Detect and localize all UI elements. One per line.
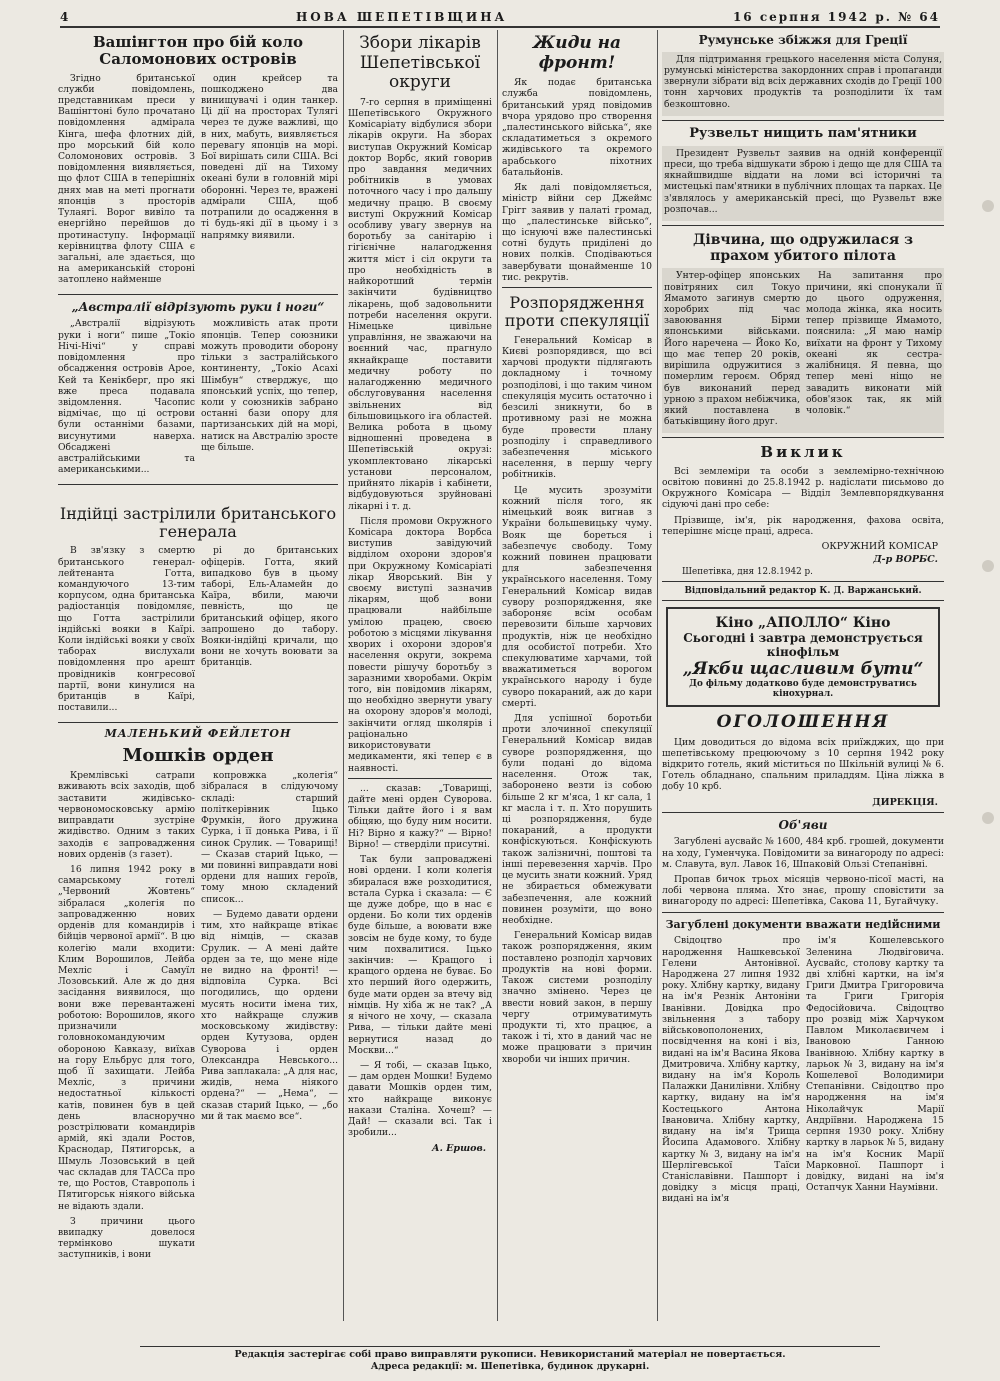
footer-line: Редакція застерігає собі право виправляти рукописи. Невикористаний матеріал не повертається. [234,1349,786,1361]
article-text: Загублені аусвайс № 1600, 484 крб. грошей, документи на ходу, Гуменчука. Повідомити за винагороду по адресі: м. Славута, вул. Лавок 16, Шпаковій Ользі Степанівні. [662,836,944,870]
punch-hole [982,560,994,572]
article-text: Кремлівські сатрапи вживають всіх заходів, щоб заставити жидівсько-червономосковську армію виправдати зустріне жидівство. Одним з таких заходів є запровадження нових орденів (з газет). [58,770,195,860]
cinema-ad [666,607,940,707]
ad-film-title: „Якби щасливим бути“ [682,658,924,679]
column-divider [343,30,344,1321]
article-text: ім'я Кошелевського Зеленина Людвіговича. Аусвайс, столову картку та дві хлібні картки, на ім'я Григи Дмитра Григоровича та Григи Григорія Федосійовича. Свідоцтво про розвід між Харчуком Павлом Миколаєвичем і Івановою Ганною Іванівною. Хлібну картку в ларьок № 3, видану на ім'я Кошелевої Володимири Степанівни. Свідоцтво про народження на ім'я Ніколайчук Марії Андріївни. Народжена 15 серпня 1930 року. Хлібну картку в ларьок № 5, видану на ім'я Косник Марії Марковної. Пашпорт і довідку, видані на ім'я Остапчук Ханни Наумівни. [806,935,944,1194]
article-text: На запитання про причини, які спонукали її до цього одруження, молода жінка, яка носить тепер прізвище Ямамото, пояснила: „Я маю намір виїхати на фронт у Тихому океані як сестра-жалібниця. Я певна, що тепер мені ніщо не завадить виконати мій обов'язок так, як мій чоловік.“ [806,270,942,416]
article-text: Цим доводиться до відома всіх приїжджих, що при шепетівському прецюючому з 10 серпня 1942 року відкрито готель, який міститься по Шкільній вулиці № 6. Готель обладнано, спальним приладдям. Ціна ліжка в добу 10 крб. [662,736,944,793]
article-title: Виклик [760,443,846,462]
footer-line: Адреса редакції: м. Шепетівка, будинок друкарні. [370,1361,650,1373]
article-text: Після промови Окружного Комісара доктора Ворбса виступив завідуючий відділом охорони здоров'я при Окружному Комісаріаті лікар Яворський. Він у своєму виступі зазначив лікарям, щоб вони працювали найбільше умілою працею, своєю роботою з місцями лікування хворих і охорони здоров'я населення округи, зокрема повести рішучу боротьбу з заразними хворобами. Окрім того, він повідомив лікарям, що необхідно звернути увагу на охорону здоров'я молоді, закінчити огляд школярів і раціонально використовувати медикаменти, які тепер є в наявності. [348,515,492,774]
column-4 [662,28,944,1209]
punch-hole [982,812,994,824]
article-text: Пропав бичок трьох місяців червоно-пісої масті, на лобі червона пляма. Хто знає, прошу сповістити за винагороду по адресі: Шепетівка, Сакова 11, Бугайчуку. [662,874,944,908]
section-title: ОГОЛОШЕННЯ [716,711,890,732]
article-text: 7-го серпня в приміщенні Шепетівського Окружного Комісаріату відбулися збори лікарів округи. На зборах виступав Окружний Комісар доктор Ворбс, який говорив про завдання медичних робітників в умовах поточного часу і про дальшу медичну працю. В своєму виступі Окружний Комісар особливу увагу звернув на боротьбу за санітарію і гігієнічне налагодження життя міст і сіл округи та про необхідність в найкоротший термін закінчити будівництво лікарень, щоб задовольнити потреби населення округи. Німецьке цивільне управління, не зважаючи на воєнний час, прагнуло якнайкраще поставити медичну роботу по налагодженню медичного обслуговування населення звільнених від більшовицького іга областей. Велика робота в цьому відношенні проведена в Шепетівській окрузі: укомплектовано лікарські установи персоналом, прийнято лікарів і кабінети, відбудовуються зруйновані лікарні і т. д. [348,96,492,512]
section-title: Загублені документи вважати недійсними [665,917,941,931]
article-text: Прізвище, ім'я, рік народження, фахова освіта, теперішнє місце праці, адреса. [662,514,944,537]
article-title: Збори лікарів Шепетівської округи [359,33,481,93]
column-divider [497,30,498,1321]
section-label: МАЛЕНЬКИЙ ФЕЙЛЕТОН [104,726,292,740]
article-title: Розпорядження проти спекуляції [504,293,650,331]
article-title: „Австралії відрізують руки і ноги“ [71,299,325,314]
column-3 [502,28,652,1069]
ad-line: Кіно „АПОЛЛО“ Кіно [715,614,891,631]
column-1 [58,28,338,1265]
signature-name: ДИРЕКЦІЯ. [872,796,938,808]
article-title: Румунське збіжжя для Греції [698,33,908,47]
article-text: Генеральний Комісар видав також розпорядження, яким поставлено розподіл харчових продуктів на нові форми. Також системи розподілу значно змінено. Через це ввести новий закон, в першу чергу отримуватимуть продукти ті, хто працює, а також і ті, хто в даний час не може працювати з причин хвороби чи інших причин. [502,930,652,1065]
page-number: 4 [60,10,71,24]
issue-date: 16 серпня 1942 р. № 64 [732,10,940,24]
article-text: Згідно британської служби повідомлень, представникам преси у Вашінгтоні було прочатано повідомлення адмірала Кінга, шефа флотних дій, про морський бій коло Соломонових островів. З повідомлення виявляється, що флот США в теперішніх днях мав на меті прогнати японців з просторів Тулаягі. Ворог вивіло та енергійно перейшов до протинаступу. Інформації керівництва флоту США є загальні, але здається, що на американській стороні затоплено найменше [58,72,195,286]
article-text: Президент Рузвельт заявив на одній конференції преси, що треба відшукати зброю і дещо ще для США та якнайшвидше віддати на ломи всі історичні та мистецькі пам'ятники в публічних площах та парках. Це з'являлось у американській пресі, що Рузвельт вже розпочав... [664,147,942,215]
ad-line: Сьогодні і завтра демонструється кінофільм [683,630,923,659]
punch-hole [982,200,994,212]
article-text: ... сказав: „Товарищі, дайте мені орден Суворова. Тільки дайте його і я вам обіцяю, що буду ним носити. Ні? Вірно я кажу?“ — Вірно! Вірно! — стверділи присутні. [348,782,492,850]
section-title: Об'яви [778,817,828,832]
article-text: „Австралії відрізують руки і ноги“ пише „Токіо Нічі-Нічі“ у справі повідомлення про обсадження островів Арое, Кей та Кенікберг, про які вже преса подавала звідомлення. Часопис відмічає, що ці острови були останніми базами, висунутими наверха. Обсаджені австралійськими та американськими... [58,318,195,476]
masthead [60,8,940,28]
article-text: Всі землеміри та особи з землемірно-технічною освітою повинні до 25.8.1942 р. надіслати письмово до Окружного Комісара — Відділ Землевпорядкування сідуючі дані про себе: [662,465,944,511]
article-text: Свідоцтво про народження Нашкевської Гелени Антонівної. Народжена 27 липня 1932 року. Хлібну картку, видану на ім'я Резнік Антоніни Іванівни. Довідка про звільнення з табору військовополонених, посвідчення на коні і віз, видані на ім'я Васина Якова Дмитровича. Хлібну картку, видану на ім'я Король Палажки Данилівни. Хлібну картку, видану на ім'я Костецького Антона Івановича. Хлібну картку, видану на ім'я Трища Йосипа Адамового. Хлібну картку № 3, видану на ім'я Шерлігевської Таїси Станіславівни. Пашпорт і довідку з місця праці, видані на ім'я [662,935,800,1205]
article-text: Для підтримання грецького населення міста Солуня, румунські міністерства закордонних справ і пропаганди звернули зібрати від всіх державних сходів до Греції 100 тонн харчових продуктів та розподілити їх там безкоштовно. [664,53,942,110]
footer [140,1346,880,1373]
article-text: можливість атак проти японців. Тепер союзники можуть проводити оборону тільки з застралійського континенту, „Токіо Асахі Шімбун“ стверджує, що японський успіх, що тепер, коли у союзників забрано останні бази опору для партизанських дій на морі, натиск на Австралію зросте ще більше. [201,318,338,453]
article-text: З причини цього ввипадку довелося термінково шукати заступників, і вони [58,1215,195,1261]
column-2 [348,28,492,1156]
article-title: Жиди на фронт! [532,33,622,73]
article-title: Рузвельт нищить пам'ятники [689,125,917,141]
article-title: Мошків орден [122,744,274,766]
article-title: Вашінгтон про бій коло Саломонових островів [92,33,304,69]
article-text: Генеральний Комісар в Києві розпорядився, що всі харчові продукти підлягають докладному і точному розподілові, і що таким чином спекуляція мусить остаточно і безсилі зникнути, бо в противному разі не можна буде провести плану розподілу і справедливого забезпечення міського населення, в першу чергу робітників. [502,334,652,481]
author-signature: А. Ершов. [431,1142,486,1154]
article-text: Так були запроваджені нові ордени. І коли колегія збиралася вже розходитися, встала Сурка і сказала: — Є ще дуже добре, що в нас є ордени. Бо коли тих орденів буде більше, а воювати вже зовсім не буде кому, то буде чим похвалитися. Іцько закінчив: — Кращого і кращого ордена не буває. Бо хто перший його одержить, буде мати орден за втечу від німців. Ну хіба ж не так? „А я нічого не хочу, — сказала Рива, — тільки дайте мені вернутися назад до Москви...“ [348,854,492,1056]
article-text: копровжка „колегія“ зібралася в слідуючому складі: старший політкерівник Іцько Фрумкін, його дружина Сурка, і її донька Рива, і її синок Срулик. — Товарищі! — Сказав старий Іцько, — ми повинні виправдати нові ордени для наших героїв, тому мною складений список... [201,770,338,905]
article-text: Унтер-офіцер японських повітряних сил Токуо Ямамото загинув смертю хоробрих під час завоювання Бірми японськими військами. Його наречена — Йоко Ко, що має тепер 20 років, вирішила одружитися з померлим героєм. Обряд був виконаний перед урною з прахом небіжчика, який поставлена в батьківщину його друг. [664,270,800,428]
article-body [58,73,338,290]
signature-name: Д-р ВОРБС. [873,553,938,565]
article-text: Як подає британська служба повідомлень, британський уряд повідомив вчора урядово про створення „палестинського війська“, яке складатиметься з окремого жидівського та окремого арабського піхотних батальйонів. [502,77,652,178]
editor-line: Відповідальний редактор К. Д. Варжанський. [684,585,922,596]
article-text: — Я тобі, — сказав Іцько, — дам орден Мошки! Будемо давати Мошків орден тим, хто найкраще виконує накази Сталіна. Хочеш? — Дай! — сказали всі. Так і зробили... [348,1060,492,1139]
article-title: Дівчина, що одружилася з прахом убитого пілота [692,232,914,265]
article-text: — Будемо давати ордени тим, хто найкраще втікає від німців, — сказав Срулик. — А мені дайте орден за те, що мене ніде не видно на фронті! — відповіла Сурка. Всі погодились, що ордени мусять носити імена тих, хто найкраще служив московському жидівству: орден Кутузова, орден Суворова і орден Олександра Невського... Рива заплакала: „А для нас, жидів, нема ніякого ордена?“ — „Нема“, — сказав старий Іцько, — „бо ми й так маємо все“. [201,908,338,1122]
ad-line: До фільму додатково буде демонструватись кінохурнал. [689,678,917,699]
article-text: Для успішної боротьби проти злочинної спекуляції Генеральний Комісар видав суворе розпорядження, що були подані до відома населення. Отож так, заборонено везти із собою більше 2 кг м'яса, 1 кг сала, 1 кг масла і т. п. Хто порушить ці розпорядження, буде покараний, а продукти конфіскуються. Конфіскують також залізничні, поштові та інші перевезення харчів. Про це мусить знати кожний. Уряд не збирається обмежувати забезпечення, але кожний повинен розуміти, що воно необхідне. [502,713,652,926]
newspaper-title: НОВА ШЕПЕТІВЩИНА [295,10,508,24]
article-text: Як далі повідомляється, міністр війни сер Джеймс Грігг заявив у палаті громад, що „палестинське військо“, що існуючі вже палестинські сотні будуть приділені до нових полків. Сподіваються завербувати щонайменше 10 тис. рекрутів. [502,182,652,283]
column-divider [657,30,658,1321]
article-title: Індійці застрілили британського генерала [59,503,337,541]
article-text: 16 липня 1942 року в самарському готелі „Червоний Жовтень“ зібралася „колегія по запровадженню нових орденів для командирів і бійців червоної армії“. В цю колегію мали входити: Клим Ворошилов, Лейба Мехліс і Самуїл Лозовський. Але ж до дня засідання виявилося, що вони вже перевантажені роботою: Ворошилов, якого призначили головнокомандуючим обороною Кавказу, виїхав на гору Ельбрус для того, щоб її захищати. Лейба Мехліс, з причини недостатньої кількості катів, повинен був в цей день власноручно розстрілювати командирів армій, які здали Ростов, Краснодар, Пятигорськ, а Шмуль Лозовський в цей час складав для ТАССа про те, що Ростов, Ставрополь і Пятигорськ ніякого війська не відають здали. [58,864,195,1212]
article-text: Це мусить зрозуміти кожний після того, як німецький вояк вигнав з України большевицьку чуму. Вояк ще бореться і забезпечує свободу. Тому кожний повинен працювати для забезпечення українського населення. Тому Генеральний Комісар видав сувору розпорядження, яке забороняє всім особам перевозити більше харчових продуктів, ніж це необхідно для особистої потреби. Хто спекулюватиме харчами, той вважатиметься ворогом українського народу і буде суворо покараний, аж до кари смерті. [502,484,652,709]
article-text: один крейсер та пошкоджено два винищувачі і один танкер. Ці дії на просторах Тулягі через те дуже важливі, що в них, мабуть, виявляється перевагу японців на морі. Бої вирішать сили США. Всі поведені дії на Тихому океані були в головній мірі оборонні. Через те, вражені адмірали США, щоб потрапили до осадження в ті будь-які дії в цьому і з напрямку виявили. [201,72,338,241]
article-text: В зв'язку з смертю британського генерал-лейтенанта Готта, командуючого 13-тим корпусом, одна британська радіостанція повідомляє, що Готта застрілили індійські вояки в Каїрі. Коли індійські вояки у своїх таборах вислухали повідомлення про арешт провідників конгресової партії, вони кинулися на британців в Каїрі, поставили... [58,545,195,714]
signature-title: ОКРУЖНИЙ КОМІСАР [821,540,938,552]
article-text: рі до британських офіцерів. Готта, який випадково був в цьому таборі, Ель-Аламейн до Каїра, вбили, маючи певність, що це британський офіцер, якого запрошено до табору. Вояки-індійці кричали, що вони не хочуть воювати за британців. [201,545,338,669]
notice-date: Шепетівка, дня 12.8.1942 р. [682,566,813,577]
